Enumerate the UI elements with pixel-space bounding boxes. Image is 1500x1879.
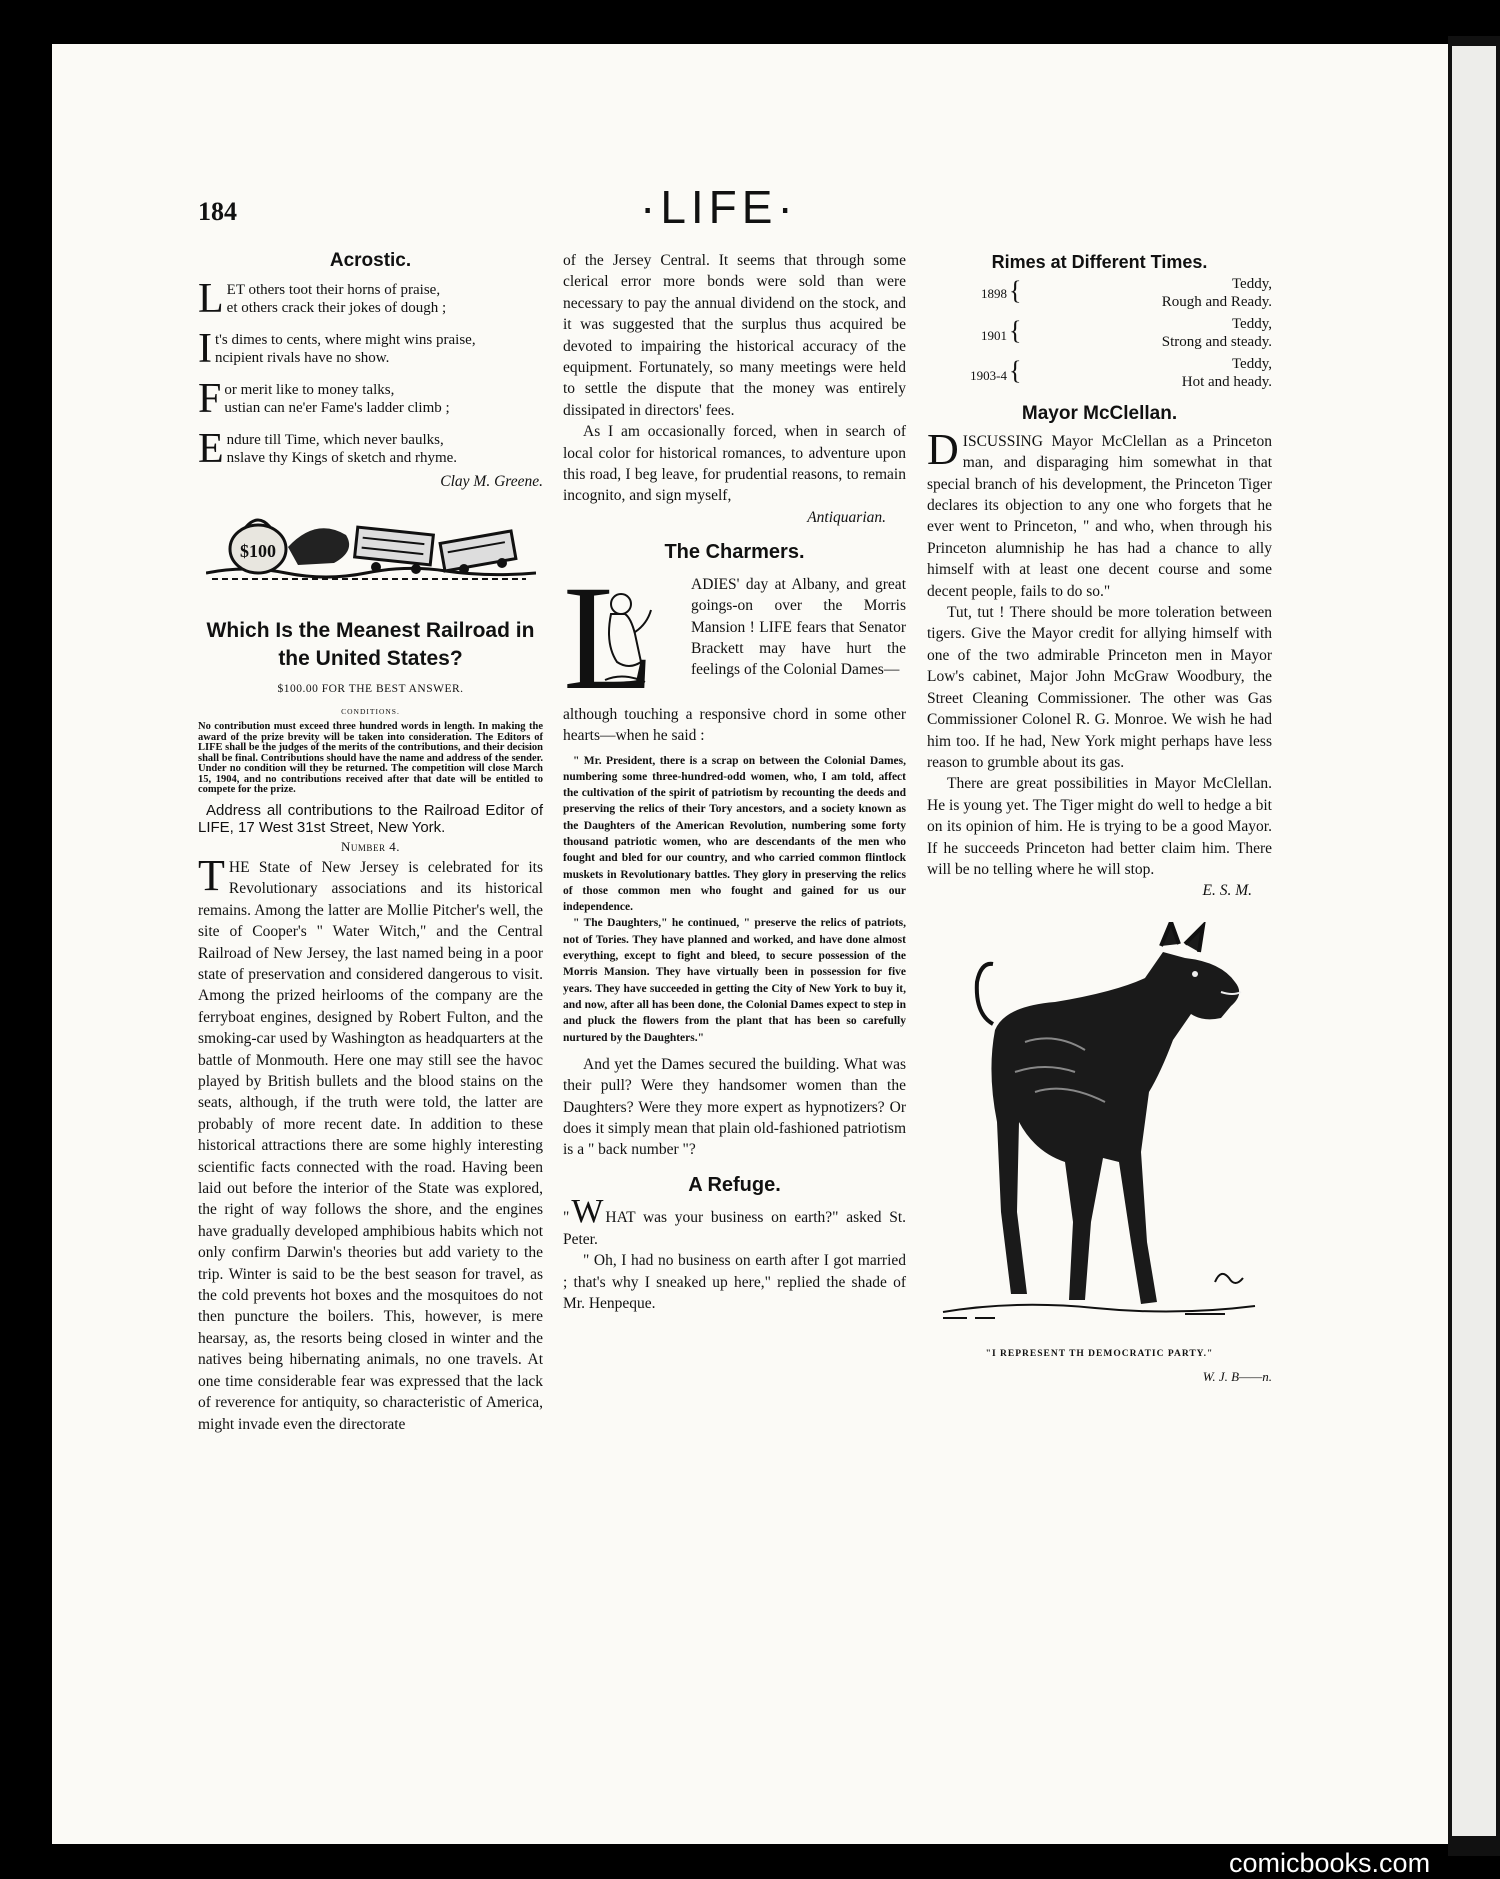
refuge-title: A Refuge. (688, 1173, 781, 1196)
acrostic-cap: L (198, 276, 224, 323)
acrostic-stanza (198, 276, 543, 323)
article-number: Number 4. (341, 838, 400, 854)
refuge-lead (563, 1193, 906, 1250)
railroad-prize: $100.00 FOR THE BEST ANSWER. (277, 683, 464, 696)
acrostic-line: ustian can ne'er Fame's ladder climb ; (224, 400, 450, 417)
train-illustration (206, 507, 536, 585)
facing-page-edge (1448, 36, 1500, 1856)
conditions-title: CONDITIONS. (341, 706, 400, 716)
rimes-brace: { (1009, 356, 1022, 386)
acrostic-line: t's dimes to cents, where might wins praise, (215, 332, 476, 349)
mayor-para2: Tut, tut ! There should be more toleration between tigers. Give the Mayor credit for allying himself with one of the two admirable Princeton men in Mayor Low's cabinet, Major John McGraw Woodbury, the Street Cleaning Commissioner. The other was Gas Commissioner Colonel R. G. Monroe. We wish he had him too. If he had, New York might perhaps have less reason to grumble about its gas. (927, 604, 1272, 771)
railroad-para2: As I am occasionally forced, when in search of local color for historical romances, to adventure upon this road, I beg leave, for prudential reasons, to remain incognito, and sign myself, (563, 423, 906, 505)
column-middle (563, 250, 906, 1314)
acrostic-stanza (198, 426, 543, 473)
rimes-line: Teddy, (1231, 316, 1272, 333)
contribution-address: Address all contributions to the Railroad Editor of LIFE, 17 West 31st Street, New York. (198, 801, 543, 836)
rimes-entry (1052, 355, 1272, 391)
rimes-year: 1903-4 (970, 368, 1007, 384)
mayor-dropcap: D (927, 424, 959, 474)
rimes-line: Teddy, (1231, 276, 1272, 293)
charmers-quote-2: " The Daughters," he continued, " preserve the relics of patriots, not of Tories. They have planned and worked, and have done almost everything, except to fight and bleed, to secure possession of the Morris Mansion. They have virtually been in possession for five years. They have succeeded in getting the City of New York to buy it, and now, after all has been done, the Colonial Dames expect to step in and pluck the flowers from the plant that has been so carefully nurtured by the Daughters." (563, 917, 906, 1044)
column-left (198, 250, 543, 1435)
acrostic-cap: E (198, 426, 224, 473)
rimes-entry (1052, 315, 1272, 351)
railroad-dropcap: T (198, 850, 225, 900)
rimes-brace: { (1009, 276, 1022, 306)
conditions-text: No contribution must exceed three hundred words in length. In making the award of the prize brevity will be taken into consideration. The Editors of LIFE shall be the judges of the merits of the contributions, and their decision shall be final. Contributions should have the name and address of the sender. Under no condition will they be returned. The competition will close March 15, 1904, and no contributions received after that date will be entitled to compete for the prize. (198, 721, 543, 796)
mayor-title: Mayor McClellan. (1021, 403, 1178, 425)
acrostic-stanza (198, 376, 543, 423)
charmers-quote-1: " Mr. President, there is a scrap on between the Colonial Dames, numbering some three-hundred-odd women, who, I am told, affect the cultivation of the spirit of patriotism by recounting the deeds and preserving the relics of their Tory ancestors, and a society known as the Daughters of the American Revolution, numbering some forty thousand patriotic women, who are descendants of the men who fought and bled for our country, and who carried common flintlock muskets in Revolutionary battles. They glory in preserving the relics of those common men who fought and gained for us our independence. (563, 754, 906, 914)
railroad-signature: Antiquarian. (807, 508, 886, 526)
rimes-line: Teddy, (1231, 356, 1272, 373)
acrostic-line: or merit like to money talks, (224, 382, 395, 399)
rimes-line: Rough and Ready. (1161, 294, 1272, 311)
acrostic-title: Acrostic. (329, 250, 412, 271)
charmers-illustrated-cap (563, 554, 906, 721)
acrostic-signature: Clay M. Greene. (440, 473, 543, 491)
charmers-lead-rest: although touching a responsive chord in some other hearts—when he said : (563, 705, 906, 745)
railroad-continued: of the Jersey Central. It seems that through some clerical error more bonds were sold than were necessary to pay the annual dividend on the stock, and it was suggested that the surplus thus acquired be devoted to impairing the historical accuracy of the equipment. Fortunately, so many meetings were held to settle the dispute that the money was entirely dissipated in directors' fees. (563, 252, 906, 419)
acrostic-line: nslave thy Kings of sketch and rhyme. (226, 450, 458, 467)
column-right (927, 252, 1272, 1387)
rimes-title: Rimes at Different Times. (991, 252, 1208, 272)
money-bag-label: $100 (240, 540, 276, 561)
page-number: 184 (198, 197, 237, 226)
mayor-para3: There are great possibilities in Mayor McClellan. He is young yet. The Tiger might do well to hedge a bit on its opinion of him. He is trying to be a good Mayor. If he succeeds Princeton had better claim him. There will be no telling where he will stop. (927, 775, 1272, 878)
mayor-lead (927, 424, 1272, 602)
acrostic-line: ncipient rivals have no show. (215, 350, 390, 367)
rimes-verse (927, 273, 1272, 393)
railroad-body (198, 850, 543, 1435)
refuge-reply: " Oh, I had no business on earth after I got married ; that's why I sneaked up here," replied the shade of Mr. Henpeque. (563, 1252, 906, 1312)
rimes-entry (1052, 275, 1272, 311)
watermark: comicbooks.com (1229, 1848, 1431, 1878)
charmers-title: The Charmers. (664, 541, 805, 564)
mayor-lead-text: ISCUSSING Mayor McClellan as a Princeton man, and disparaging him somewhat in that special branch of his development, the Princeton Tiger declares its objection to any one who forgets that he ever went to Princeton, " and who, when through his Princeton alumniship he has had a chance to ally himself with at least one decent course and some decent people, fails to do so." (927, 432, 1272, 600)
acrostic-line: et others crack their jokes of dough ; (226, 300, 447, 317)
rimes-brace: { (1009, 316, 1022, 346)
acrostic-cap: I (198, 326, 212, 373)
acrostic-stanza (198, 326, 543, 373)
charmers-lead: ADIES' day at Albany, and great goings-on over the Morris Mansion ! LIFE fears that Senator Brackett may have hurt the feelings of the Colonial Dames— (691, 575, 906, 679)
masthead: ·LIFE· (640, 181, 798, 233)
charmers-closing: And yet the Dames secured the building. What was their pull? Were they handsomer women than the Daughters? Were they more expert as hypnotizers? Or does it simply mean that plain old-fashioned patriotism is a " back number "? (563, 1055, 906, 1159)
mayor-signature: E. S. M. (1202, 882, 1252, 900)
refuge-dropcap: W (571, 1193, 604, 1231)
rimes-line: Strong and steady. (1161, 334, 1272, 351)
railroad-body-text: HE State of New Jersey is celebrated for its Revolutionary associations and its historical remains. Among the latter are Mollie Pitcher's well, the site of Cooper's " Water Witch," and the Central Railroad of New Jersey, the last named being in a poor state of preservation and considered dangerous to visit. Among the prized heirlooms of the company are the ferryboat engines, designed by Robert Fulton, and the smoking-car used by Washington as headquarters at the battle of Monmouth. Here one may still see the havoc played by British bullets and the blood stains on the seats, although, if the truth were told, the latter are probably of more recent date. In addition to these historical attractions there are some highly interesting scientific facts connected with the road. Having been laid out before the interior of the State was explored, the right of way follows the shore, and the engines have gradually developed amphibious habits which not only confirm Darwin's theories but add variety to the trip. Winter is said to be the best season for travel, as the cold prevents hot boxes and the mosquitoes do not then puncture the boilers. This, however, is mere hearsay, as, the resorts being closed in winter and the natives being hibernating animals, no one travels. At one time considerable fear was expressed that the lack of reverence for antiquity, so characteristic of America, might invade even the directorate (198, 858, 543, 1433)
railroad-title: Which Is the Meanest Railroad in the United States? (206, 619, 535, 671)
rimes-year: 1898 (981, 286, 1007, 302)
cupid-illustration (595, 584, 653, 694)
acrostic-cap: F (198, 376, 222, 423)
donkey-cartoon (935, 922, 1265, 1338)
cartoon-signature: W. J. B——n. (1202, 1368, 1272, 1384)
refuge-lead-text: HAT was your business on earth?" asked St. Peter. (563, 1209, 906, 1248)
rimes-line: Hot and heady. (1181, 374, 1272, 391)
charmers-dropcap: L (563, 554, 655, 721)
cartoon-caption: "I REPRESENT TH DEMOCRATIC PARTY." (985, 1349, 1214, 1360)
acrostic-line: ndure till Time, which never baulks, (226, 432, 444, 449)
rimes-year: 1901 (981, 328, 1007, 344)
refuge-open-quote: " (563, 1209, 570, 1227)
acrostic-line: ET others toot their horns of praise, (226, 282, 441, 299)
